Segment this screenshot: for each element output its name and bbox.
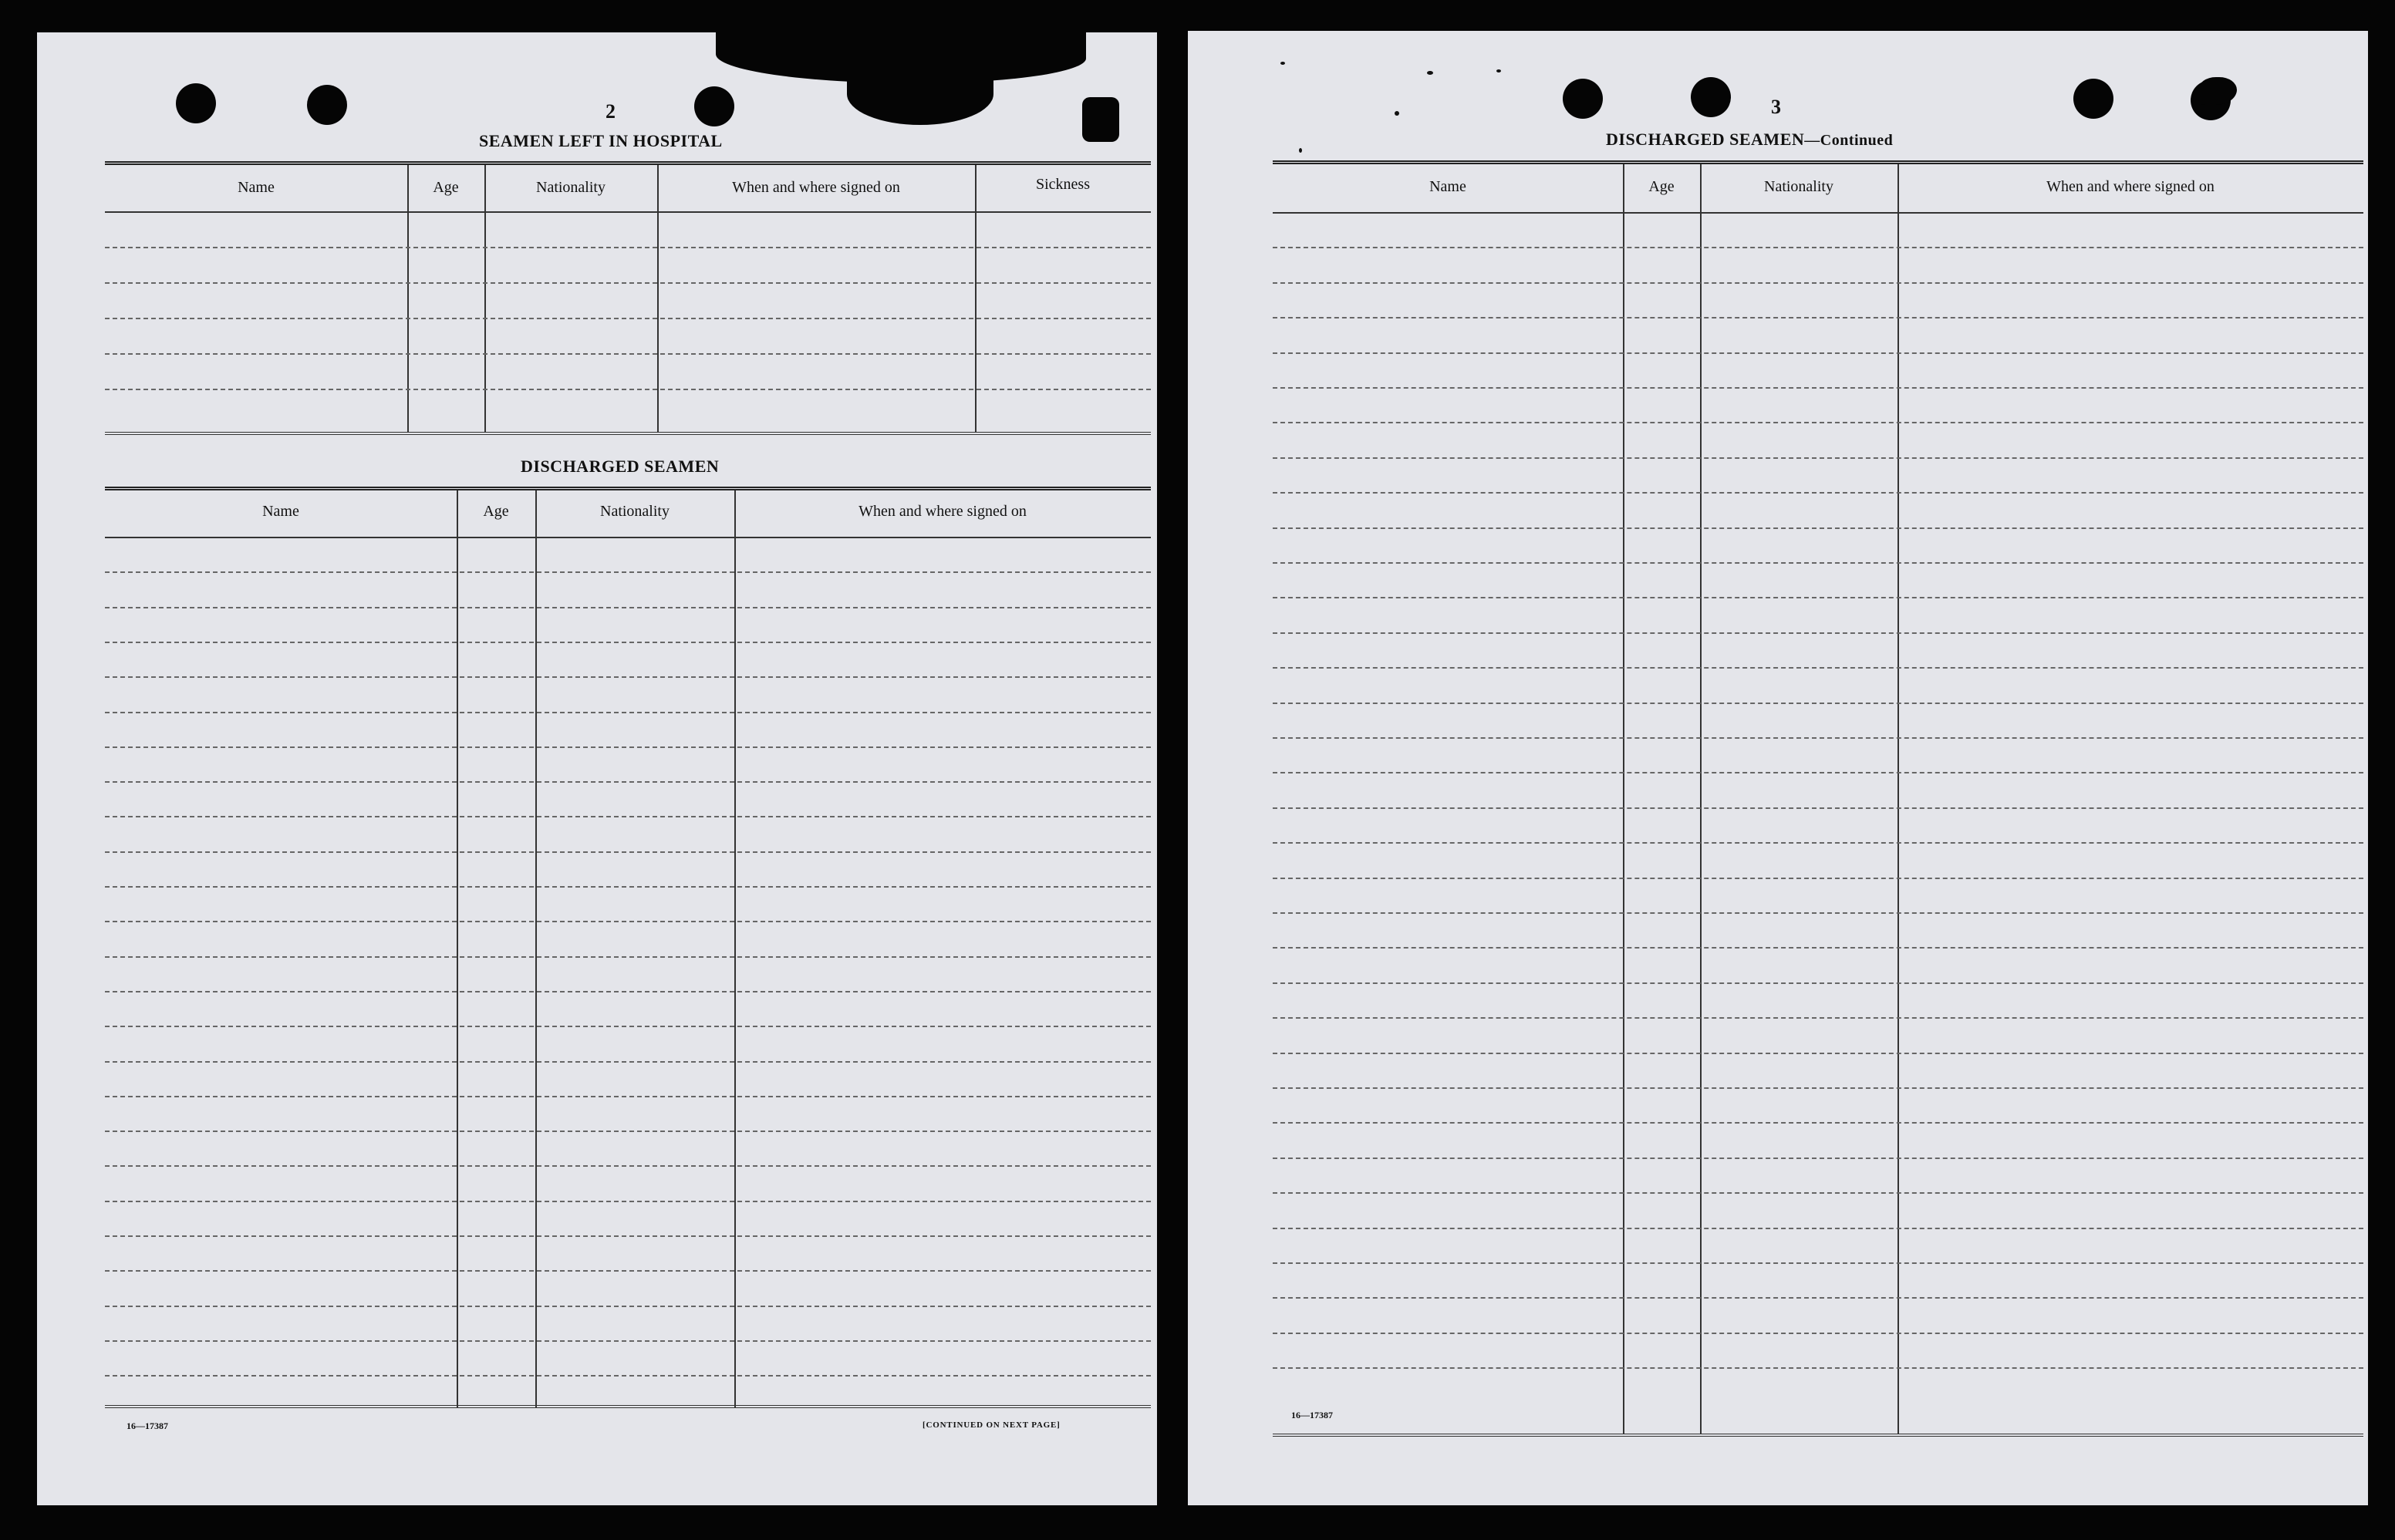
- discharged-continued-table: [1273, 160, 2363, 1438]
- table-row-line: [105, 956, 1151, 958]
- table-row-line: [1273, 632, 2363, 634]
- speck: [1496, 69, 1501, 72]
- table-row-line: [105, 389, 1151, 390]
- table-row-line: [105, 1131, 1151, 1132]
- table-row-line: [105, 676, 1151, 678]
- table-row-line: [1273, 387, 2363, 389]
- column-header-signed-on: When and where signed on: [2046, 178, 2215, 195]
- table-row-line: [1273, 667, 2363, 669]
- table-row-line: [1273, 772, 2363, 773]
- torn-edge: [2198, 77, 2237, 105]
- table-row-line: [105, 1096, 1151, 1097]
- column-header-signed-on: When and where signed on: [858, 503, 1027, 520]
- table-row-line: [1273, 1017, 2363, 1019]
- table-row-line: [1273, 842, 2363, 844]
- page-number: 2: [605, 100, 616, 123]
- table-row-line: [1273, 1158, 2363, 1159]
- form-number: 16—17387: [1291, 1410, 1333, 1420]
- section-title-text: DISCHARGED SEAMEN: [1606, 130, 1805, 149]
- table-row-line: [105, 642, 1151, 643]
- hospital-table: [105, 161, 1151, 436]
- punch-hole: [2073, 79, 2113, 119]
- table-row-line: [1273, 527, 2363, 529]
- speck: [1280, 62, 1285, 65]
- table-row-line: [105, 1165, 1151, 1167]
- table-row-line: [1273, 352, 2363, 354]
- section-title-hospital: SEAMEN LEFT IN HOSPITAL: [479, 131, 723, 150]
- column-header-age: Age: [483, 503, 509, 520]
- table-row-line: [1273, 317, 2363, 318]
- table-row-line: [105, 282, 1151, 284]
- table-row-line: [1273, 1122, 2363, 1124]
- table-row-line: [1273, 1333, 2363, 1334]
- table-row-line: [105, 851, 1151, 853]
- table-row-line: [105, 921, 1151, 922]
- speck: [1427, 71, 1433, 75]
- table-row-line: [105, 886, 1151, 888]
- section-title-discharged: DISCHARGED SEAMEN: [521, 457, 720, 476]
- column-header-signed-on: When and where signed on: [732, 179, 900, 196]
- table-row-line: [1273, 703, 2363, 704]
- table-row-line: [1273, 912, 2363, 914]
- column-header-nationality: Nationality: [600, 503, 670, 520]
- table-row-line: [1273, 247, 2363, 248]
- table-row-line: [1273, 457, 2363, 459]
- table-row-line: [1273, 1087, 2363, 1089]
- table-row-line: [1273, 1228, 2363, 1229]
- table-row-line: [1273, 947, 2363, 949]
- punch-hole: [1563, 79, 1603, 119]
- torn-edge: [1082, 97, 1119, 142]
- punch-hole: [694, 86, 734, 126]
- table-row-line: [105, 571, 1151, 573]
- table-row-line: [1273, 1192, 2363, 1194]
- table-row-line: [105, 712, 1151, 713]
- column-header-age: Age: [433, 179, 459, 196]
- table-row-line: [1273, 982, 2363, 984]
- table-row-line: [1273, 807, 2363, 809]
- table-row-line: [1273, 878, 2363, 879]
- table-row-line: [105, 1235, 1151, 1237]
- column-header-name: Name: [238, 179, 275, 196]
- column-header-name: Name: [262, 503, 299, 520]
- table-row-line: [1273, 1053, 2363, 1054]
- table-row-line: [1273, 1262, 2363, 1264]
- continued-note: [CONTINUED ON NEXT PAGE]: [923, 1420, 1061, 1430]
- discharged-table: [105, 487, 1151, 1408]
- column-header-age: Age: [1648, 178, 1675, 195]
- table-row-line: [1273, 597, 2363, 598]
- table-row-line: [105, 746, 1151, 748]
- table-row-line: [105, 1026, 1151, 1027]
- column-header-sickness: Sickness: [1036, 176, 1090, 193]
- table-row-line: [105, 1061, 1151, 1063]
- left-page: [37, 32, 1157, 1505]
- table-row-line: [105, 1375, 1151, 1377]
- table-row-line: [1273, 492, 2363, 494]
- table-row-line: [105, 247, 1151, 248]
- table-row-line: [1273, 282, 2363, 284]
- column-header-nationality: Nationality: [1764, 178, 1833, 195]
- torn-edge: [847, 63, 993, 125]
- column-header-nationality: Nationality: [536, 179, 605, 196]
- table-row-line: [1273, 1367, 2363, 1369]
- table-row-line: [1273, 1297, 2363, 1299]
- form-number: 16—17387: [126, 1420, 168, 1431]
- table-row-line: [105, 607, 1151, 608]
- punch-hole: [176, 83, 216, 123]
- table-row-line: [105, 353, 1151, 355]
- table-row-line: [105, 816, 1151, 817]
- section-title-discharged-continued: [1606, 130, 1893, 150]
- table-row-line: [1273, 562, 2363, 564]
- table-row-line: [105, 781, 1151, 783]
- continued-suffix: —Continued: [1804, 132, 1894, 149]
- page-number: 3: [1771, 96, 1781, 118]
- table-row-line: [105, 318, 1151, 319]
- table-row-line: [105, 1270, 1151, 1272]
- table-row-line: [105, 1201, 1151, 1202]
- punch-hole: [307, 85, 347, 125]
- table-row-line: [105, 1306, 1151, 1307]
- table-row-line: [105, 1340, 1151, 1342]
- punch-hole: [1691, 77, 1731, 117]
- right-page: [1188, 31, 2368, 1505]
- table-row-line: [1273, 422, 2363, 423]
- speck: [1395, 111, 1399, 116]
- table-row-line: [105, 991, 1151, 992]
- table-row-line: [1273, 737, 2363, 739]
- column-header-name: Name: [1429, 178, 1466, 195]
- speck: [1299, 148, 1302, 153]
